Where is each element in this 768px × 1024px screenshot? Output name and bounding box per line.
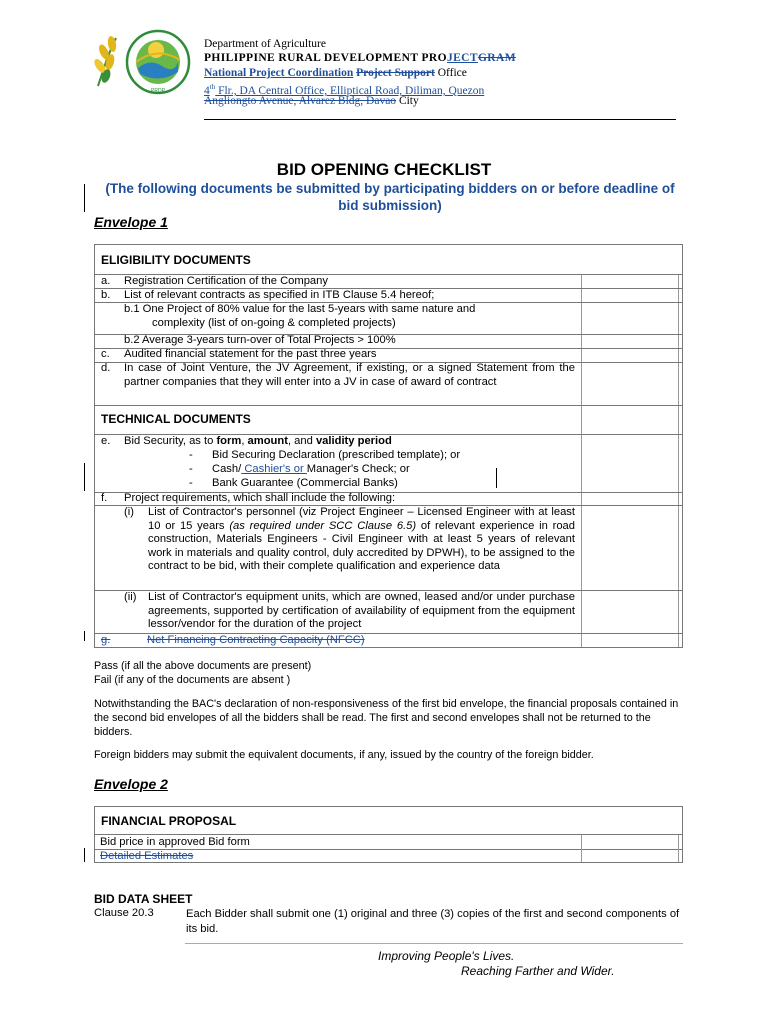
item-fii-label: (ii) — [124, 591, 137, 603]
item-a-label: a. — [101, 275, 111, 287]
revision-marker — [84, 848, 85, 862]
detailed-estimates-row: Detailed Estimates — [100, 850, 194, 862]
page-title: BID OPENING CHECKLIST — [276, 160, 492, 179]
item-b-label: b. — [101, 289, 111, 301]
footer-tagline-1: Improving People's Lives. — [378, 949, 515, 963]
item-e3-text: Bank Guarantee (Commercial Banks) — [212, 477, 398, 489]
item-g-text: Net Financing Contracting Capacity (NFCC) — [147, 634, 365, 646]
status-column-left — [581, 835, 582, 862]
envelope-2-label: Envelope 2 — [94, 776, 168, 792]
page-subtitle: (The following documents be submitted by participating bidders on or before deadline of bid submission) — [105, 181, 675, 213]
fail-text: Fail (if any of the documents are absent ) — [94, 674, 291, 686]
notwithstanding-paragraph: Notwithstanding the BAC's declaration of non-responsiveness of the first bid envelope, the financial proposals contained in the second bid envelopes of all the bidders shall be read. The first and second envelopes shall not be returned to the bidders. — [94, 698, 679, 738]
header-office-insert: National Project Coordination — [204, 67, 354, 79]
item-e1-text: Bid Securing Declaration (prescribed template); or — [212, 449, 461, 461]
envelope-2-table — [94, 806, 683, 863]
header-office — [204, 66, 467, 81]
item-f-label: f. — [101, 492, 108, 504]
dash: - — [189, 477, 193, 489]
header-address-2 — [204, 94, 419, 109]
envelope-1-table — [94, 244, 683, 648]
item-e-form: form — [216, 435, 242, 447]
header-address-deleted: Angliongto Avenue, Alvarez Bldg, Davao — [204, 95, 397, 107]
header-office-deleted: Project Support — [356, 67, 435, 79]
header-office-tail: Office — [434, 67, 467, 79]
item-c-label: c. — [101, 348, 110, 360]
item-e2-pre: Cash/ — [212, 463, 242, 475]
revision-marker — [84, 631, 85, 641]
item-e-validity: validity period — [315, 435, 392, 447]
item-e2-post: Manager's Check; or — [306, 463, 410, 475]
header-rule — [204, 119, 676, 120]
revision-marker — [84, 184, 85, 212]
clause-text: Each Bidder shall submit one (1) original and three (3) copies of the first and second components of its bid. — [186, 908, 680, 935]
foreign-bidders-paragraph: Foreign bidders may submit the equivalent documents, if any, issued by the country of the foreign bidder. — [94, 749, 594, 761]
header-address-insert: Flr., DA Central Office, Elliptical Road, Diliman, Quezon — [215, 84, 485, 97]
wheat-icon — [92, 35, 117, 86]
item-e2-text — [212, 463, 410, 477]
item-fi-post: of relevant experience in road construction, Materials Engineers - Civil Engineer with at least 5 years of relevant work in materials and quality control, duly accredited by DPWH), to be assigned to the contract to be bid, with their complete qualification and experience data — [148, 519, 575, 573]
header-project-insert: JECT — [446, 52, 478, 64]
bid-price-row: Bid price in approved Bid form — [100, 836, 250, 848]
dash: - — [189, 463, 193, 475]
envelope-1-label: Envelope 1 — [94, 214, 168, 230]
revision-marker — [84, 463, 85, 491]
financial-header: FINANCIAL PROPOSAL — [101, 814, 237, 828]
row-rule — [95, 405, 682, 406]
status-column-right — [678, 835, 679, 862]
logo-badge-text: PRDP — [151, 88, 165, 94]
item-e-label: e. — [101, 435, 111, 447]
header-address-num: 4 — [204, 84, 210, 97]
pass-text: Pass (if all the above documents are present) — [94, 660, 312, 672]
item-b1-text-cont: complexity (list of on-going & completed projects) — [152, 317, 396, 329]
item-e-amount: amount — [247, 435, 288, 447]
item-c-text: Audited financial statement for the past three years — [124, 348, 377, 360]
header-department: Department of Agriculture — [204, 38, 326, 50]
bid-data-sheet-heading: BID DATA SHEET — [94, 892, 193, 906]
header-address-tail: City — [396, 95, 419, 107]
eligibility-header: ELIGIBILITY DOCUMENTS — [101, 253, 251, 267]
item-e2-insert: Cashier's or — [241, 463, 307, 475]
status-column-right — [678, 275, 679, 647]
item-e-sep2: , and — [287, 435, 316, 447]
item-d-text: In case of Joint Venture, the JV Agreement, if existing, or a signed Statement from the partner companies that they will enter into a JV in case of award of contract — [124, 362, 575, 388]
technical-header: TECHNICAL DOCUMENTS — [101, 412, 251, 426]
item-e-text — [124, 435, 392, 449]
row-rule — [95, 834, 682, 835]
status-column-left — [581, 275, 582, 647]
item-fi-pre: List of Contractor's personnel (viz Project Engineer – Licensed Engineer with at least 10 or 15 years — [148, 506, 575, 532]
footer-tagline-2: Reaching Farther and Wider. — [461, 964, 615, 978]
item-d-label: d. — [101, 362, 111, 374]
item-e-pre: Bid Security, as to — [124, 435, 217, 447]
seal-icon — [127, 31, 189, 94]
header-project-deleted: GRAM — [477, 52, 516, 64]
prdp-logo — [90, 28, 198, 98]
item-b-text: List of relevant contracts as specified in ITB Clause 5.4 hereof; — [124, 289, 435, 301]
item-fi-text — [148, 506, 575, 574]
item-fii-text: List of Contractor's equipment units, which are owned, leased and/or under purchase agreements, supported by certification of availability of equipment from the equipment lessor/vendor for the duration of the project — [148, 591, 575, 631]
footer-rule — [185, 943, 683, 944]
revision-marker — [496, 468, 497, 488]
item-g-label: g. — [101, 634, 111, 646]
header-project-main: PHILIPPINE RURAL DEVELOPMENT PRO — [204, 52, 447, 64]
item-a-text: Registration Certification of the Company — [124, 275, 328, 287]
dash: - — [189, 449, 193, 461]
header-project — [204, 51, 516, 66]
item-fi-label: (i) — [124, 506, 134, 518]
clause-number: Clause 20.3 — [94, 907, 154, 919]
item-e-sep1: , — [241, 435, 248, 447]
item-fi-italic: (as required under SCC Clause 6.5) — [229, 519, 417, 532]
item-f-text: Project requirements, which shall include the following: — [124, 492, 396, 504]
header-address-sup: th — [209, 83, 216, 91]
item-b2-text: b.2 Average 3-years turn-over of Total Projects > 100% — [124, 334, 396, 346]
item-b1-text: b.1 One Project of 80% value for the last 5-years with same nature and — [124, 303, 476, 315]
